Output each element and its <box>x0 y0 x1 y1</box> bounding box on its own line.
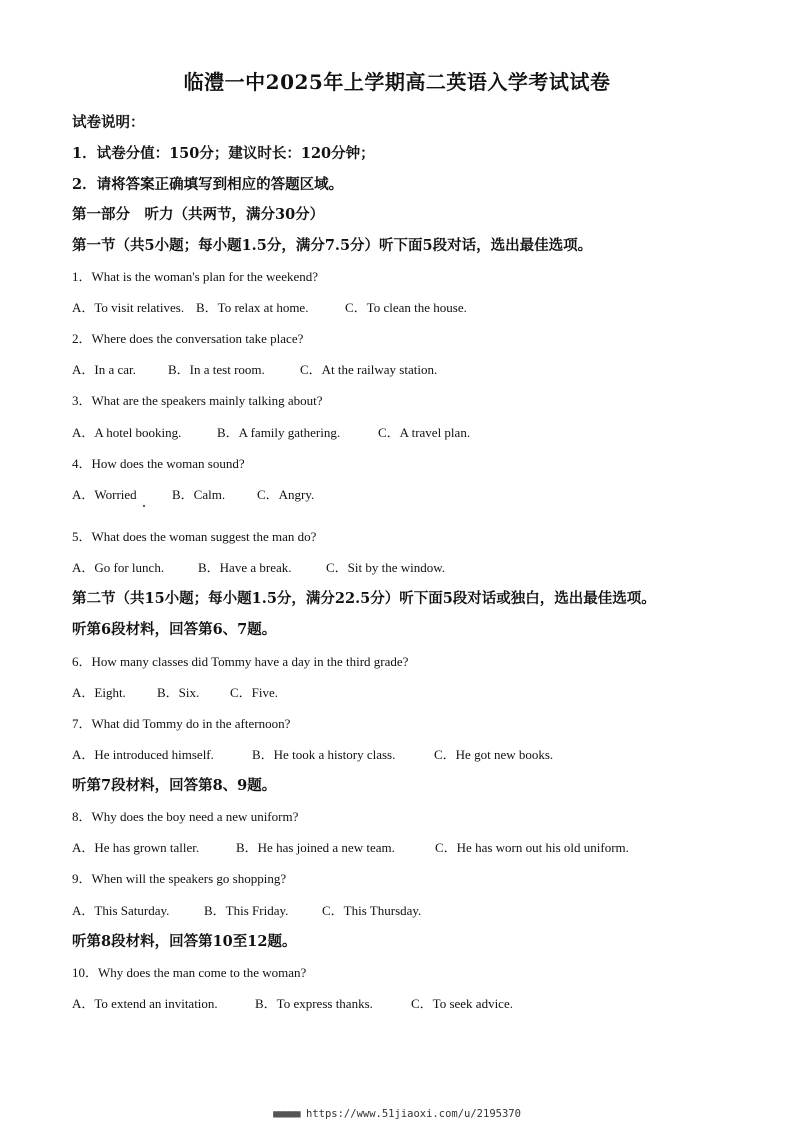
question-10: 10．Why does the man come to the woman? <box>72 965 307 980</box>
material-7-heading: 听第7段材料，回答第8、9题。 <box>72 777 277 794</box>
option-a: A．Worried <box>72 487 137 502</box>
option-b: B．Have a break. <box>198 560 292 575</box>
question-9-options <box>72 900 421 919</box>
option-a: A．Eight. <box>72 685 126 700</box>
option-c: C．Angry. <box>257 487 315 502</box>
instruction-item-1: 1．试卷分值：150分；建议时长：120分钟； <box>72 145 375 162</box>
option-a: A．This Saturday. <box>72 903 170 918</box>
exam-title: 临澧一中2025年上学期高二英语入学考试试卷 <box>183 70 611 94</box>
option-c: C．At the railway station. <box>300 362 438 377</box>
question-4: 4．How does the woman sound? <box>72 456 245 471</box>
option-c: C．Five. <box>230 685 279 700</box>
option-b: B．He took a history class. <box>252 747 396 762</box>
question-3-options <box>72 422 470 441</box>
option-c: C．To clean the house. <box>345 300 467 315</box>
option-b: B．A family gathering. <box>217 425 341 440</box>
question-7: 7．What did Tommy do in the afternoon? <box>72 716 291 731</box>
section1-heading: 第一节（共5小题；每小题1.5分，满分7.5分）听下面5段对话，选出最佳选项。 <box>72 237 593 254</box>
option-b: B．Calm. <box>172 487 226 502</box>
instruction-item-2: 2．请将答案正确填写到相应的答题区域。 <box>72 176 344 193</box>
question-4-options <box>72 484 314 503</box>
question-1-options <box>72 297 467 316</box>
option-b: B．Six. <box>157 685 200 700</box>
option-a: A．To visit relatives. <box>72 300 185 315</box>
option-a: A．To extend an invitation. <box>72 996 218 1011</box>
part1-heading: 第一部分 听力（共两节，满分30分） <box>72 206 325 223</box>
option-b: B．In a test room. <box>168 362 265 377</box>
stray-dot <box>143 505 145 507</box>
footer-watermark <box>0 1108 794 1120</box>
question-6: 6．How many classes did Tommy have a day in the third grade? <box>72 654 409 669</box>
material-6-heading: 听第6段材料，回答第6、7题。 <box>72 621 277 638</box>
question-5: 5．What does the woman suggest the man do? <box>72 529 317 544</box>
question-9: 9．When will the speakers go shopping? <box>72 871 287 886</box>
question-10-options <box>72 993 513 1012</box>
question-8-options <box>72 837 629 856</box>
option-c: C．He has worn out his old uniform. <box>435 840 629 855</box>
option-b: B．To relax at home. <box>196 300 309 315</box>
question-7-options <box>72 744 553 763</box>
option-b: B．This Friday. <box>204 903 289 918</box>
option-b: B．He has joined a new team. <box>236 840 395 855</box>
option-a: A．He introduced himself. <box>72 747 214 762</box>
question-3: 3．What are the speakers mainly talking about? <box>72 393 323 408</box>
option-a: A．He has grown taller. <box>72 840 200 855</box>
option-c: C．Sit by the window. <box>326 560 446 575</box>
section2-heading: 第二节（共15小题；每小题1.5分，满分22.5分）听下面5段对话或独白，选出最佳选项。 <box>72 590 656 607</box>
question-1: 1．What is the woman's plan for the weekend? <box>72 269 319 284</box>
option-a: A．A hotel booking. <box>72 425 182 440</box>
option-c: C．This Thursday. <box>322 903 422 918</box>
option-c: C．He got new books. <box>434 747 554 762</box>
question-5-options <box>72 557 445 576</box>
option-a: A．In a car. <box>72 362 136 377</box>
option-b: B．To express thanks. <box>255 996 373 1011</box>
watermark-logo: ■■■■■ <box>273 1108 300 1120</box>
instructions-heading: 试卷说明： <box>72 114 145 131</box>
material-8-heading: 听第8段材料，回答第10至12题。 <box>72 933 297 950</box>
option-a: A．Go for lunch. <box>72 560 165 575</box>
option-c: C．To seek advice. <box>411 996 513 1011</box>
question-2: 2．Where does the conversation take place? <box>72 331 304 346</box>
option-c: C．A travel plan. <box>378 425 471 440</box>
footer-url-link[interactable]: https://www.51jiaoxi.com/u/2195370 <box>306 1108 521 1120</box>
question-8: 8．Why does the boy need a new uniform? <box>72 809 299 824</box>
question-6-options <box>72 682 278 701</box>
question-2-options <box>72 359 437 378</box>
